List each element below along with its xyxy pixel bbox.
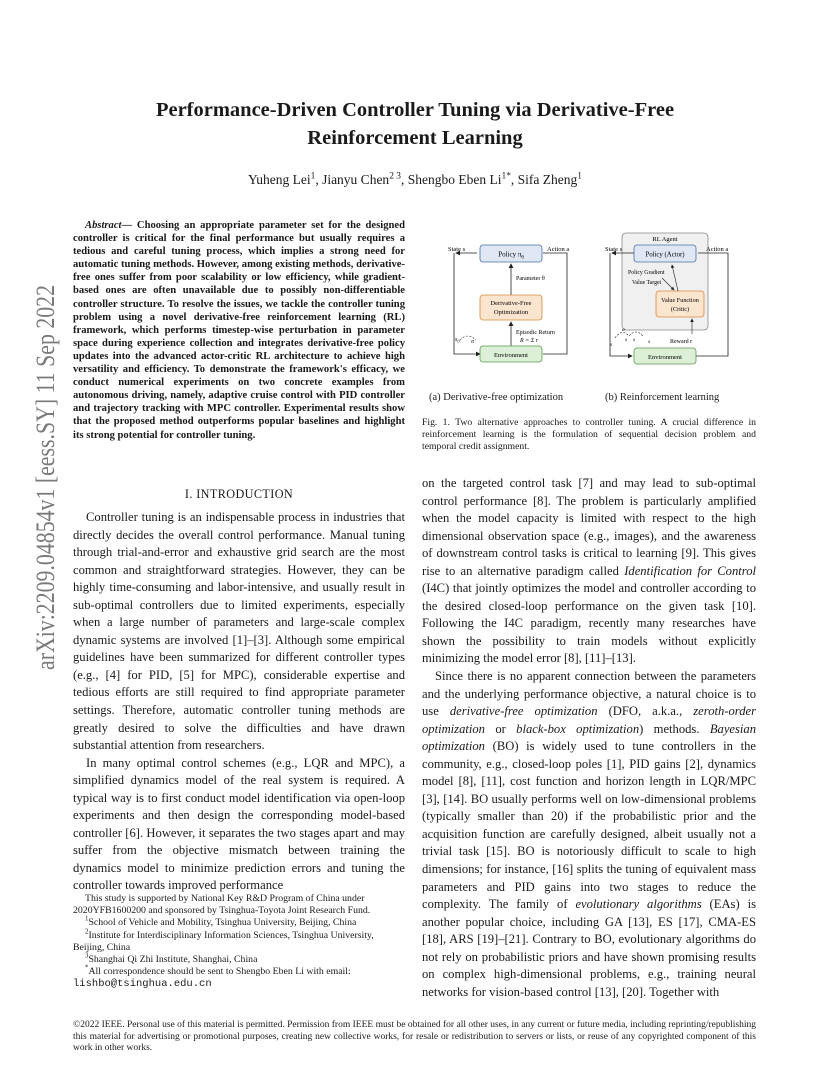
state-label: State s — [448, 246, 466, 253]
author-affiliation: 1 — [310, 171, 316, 182]
episodic-return-label: Episodic Return — [516, 330, 555, 336]
footnote-correspondence: *All correspondence should be sent to Shengbo Eben Li with email: — [85, 964, 351, 978]
parameter-label: Parameter θ — [516, 276, 545, 282]
environment-label-b: Environment — [648, 354, 682, 361]
initial-state-label: $s_0$ — [455, 337, 460, 344]
intro-right-column — [422, 475, 756, 1001]
policy-gradient-label: Policy Gradient — [628, 270, 665, 276]
state-label-b: State s — [605, 246, 623, 253]
body-paragraph: Controller tuning is an indispensable process in industries that directly decides the overall control performance. Manual tuning through trial-and-error and exhaustive grid search are the most common and straightforward strategies. However, they can be highly time-consuming and labor-intensive, and usually result in sub-optimal controllers due to limited experiments, especially when a large number of parameters and large-scale complex dynamic systems are involved [1]–[3]. Although some empirical guidelines have been summarized for different controller types (e.g., [4] for PID, [5] for MPC), considerable expertise and tedious efforts are still required to find appropriate parameter settings. Therefore, automatic controller tuning methods are greatly desired to solve the difficulties and have drawn substantial attention from researchers. — [73, 510, 405, 753]
author-affiliation: 1* — [501, 171, 511, 182]
critic-label-1: Value Function — [661, 297, 699, 304]
footnote-affil-2: $^2$Institute for Interdisciplinary Information Sciences, Tsinghua University, Beijing, China — [73, 928, 374, 953]
episodic-return-eq: R = Σ r — [520, 338, 539, 344]
figure-caption: Fig. 1. Two alternative approaches to controller tuning. A crucial difference in reinforcement learning is the formulation of sequential decision problem and temporal credit assignment. — [422, 417, 756, 452]
action-label: Action a — [547, 246, 570, 253]
s2-label: s — [633, 337, 636, 343]
footnote-support: This study is supported by National Key R&D Program of China under 2020YFB1600200 and sponsored by Tsinghua-Toyota Joint Research Fund. — [73, 893, 371, 917]
critic-box — [656, 291, 704, 317]
dfo-box — [480, 295, 542, 320]
author-affiliation: 1 — [577, 171, 583, 182]
critic-label-2: (Critic) — [670, 306, 690, 313]
author-list: Yuheng Lei$^1$, Jianyu Chen$^{2 3}$, Shengbo Eben $Li^{1*}$, Sifa Zheng$^1$ — [247, 171, 583, 187]
author-name: Shengbo Eben Li — [407, 172, 502, 187]
footnote-email: lishbo@tsinghua.edu.cn — [73, 978, 212, 991]
subcaption-a: (a) Derivative-free optimization — [429, 392, 564, 403]
action-label-b: Action a — [706, 246, 729, 253]
actor-label: Policy (Actor) — [645, 251, 685, 259]
abstract-label: Abstract — [85, 220, 122, 231]
dfo-label-2: Optimization — [493, 309, 529, 316]
pi-label: π — [471, 339, 475, 345]
arxiv-stamp — [22, 211, 62, 678]
footnotes — [73, 893, 405, 991]
author-affiliation: 2 3 — [389, 171, 401, 182]
footnote-affil-1: $^1$School of Vehicle and Mobility, Tsinghua University, Beijing, China — [85, 916, 357, 929]
s0-label: s — [610, 342, 613, 348]
footnote-affil-3: $^3$Shanghai Qi Zhi Institute, Shanghai, China — [85, 952, 258, 966]
body-paragraph: on the targeted control task [7] and may lead to sub-optimal control performance [8]. The problem is particularly amplified when the model capacity is limited with respect to the high dimensional observation space (e.g., images), and the awareness of downstream control tasks is critical to learning [9]. This gives rise to an alternative paradigm called Identification for Control (I4C) that jointly optimizes the model and controller according to the desired closed-loop performance on the given task [10]. Following the I4C paradigm, recently many researches have shown the possibility to train models without explicitly minimizing the model error [8], [11]–[13]. — [422, 476, 756, 666]
section-heading: I. INTRODUCTION — [184, 487, 294, 501]
dfo-label-1: Derivative-Free — [490, 300, 532, 307]
s1-label: s — [625, 337, 628, 343]
a-label: a — [622, 327, 625, 333]
author-name: Jianyu Chen — [322, 172, 390, 187]
arxiv-id: arXiv:2209.04854v1 [eess.SY] 11 Sep 2022 — [31, 211, 60, 670]
paper-title — [100, 96, 730, 152]
subfigure-b — [605, 233, 728, 364]
figure-1 — [422, 228, 756, 396]
abstract — [73, 219, 405, 442]
title-line-1: Performance-Driven Controller Tuning via Derivative-Free — [155, 99, 675, 121]
value-target-label: Value Target — [632, 280, 662, 286]
title-line-2: Reinforcement Learning — [307, 127, 523, 149]
intro-left-column — [73, 509, 405, 895]
copyright-notice: ©2022 IEEE. Personal use of this material is permitted. Permission from IEEE must be obtained for all other uses, in any current or future media, including reprinting/republishing this material for advertising or promotional purposes, creating new collective works, for resale or redistribution to servers or lists, or reuse of any copyrighted component of this work in other works. — [73, 1020, 756, 1054]
rl-agent-label: RL Agent — [652, 236, 678, 243]
abstract-text: — Choosing an appropriate parameter set for the designed controller is critical for the final performance but usually requires a tedious and careful tuning process, which implies a strong need for automatic tuning methods. However, among existing methods, derivative-free ones suffer from poor scalability or low efficiency, while gradient-based ones are often unavailable due to possibly non-differentiable controller structure. To resolve the issues, we tackle the controller tuning problem using a novel derivative-free reinforcement learning (RL) framework, which performs timestep-wise perturbation in parameter space during experience collection and integrates derivative-free policy updates into the advanced actor-critic RL architecture to achieve high versatility and efficiency. To demonstrate the framework's efficacy, we conduct numerical experiments on two concrete examples from autonomous driving, namely, adaptive cruise control with PID controller and trajectory tracking with MPC controller. Experimental results show that the proposed method outperforms popular baselines and highlight its strong potential for controller tuning. — [73, 220, 405, 441]
subcaption-b: (b) Reinforcement learning — [605, 392, 720, 403]
st-label: s — [648, 339, 651, 345]
author-name: Sifa Zheng — [517, 172, 578, 187]
environment-label: Environment — [494, 352, 528, 359]
body-paragraph: In many optimal control schemes (e.g., LQR and MPC), a simplified dynamics model of the real system is required. A typical way is to first conduct model identification via open-loop experiments and then design the corresponding model-based controller [6]. However, it separates the two stages apart and may suffer from the objective mismatch between training the dynamics model to minimize prediction errors and tuning the controller towards improved performance — [73, 755, 405, 893]
body-paragraph: Since there is no apparent connection between the parameters and the underlying performance objective, a natural choice is to use derivative-free optimization (DFO, a.k.a., zeroth-order optimization or black-box optimization) methods. Bayesian optimization (BO) is widely used to tune controllers in the community, e.g., closed-loop poles [1], PID gains [2], dynamics model [8], [11], cost function and horizon length in LQR/MPC [3], [14]. BO usually performs well on low-dimensional problems (typically smaller than 20) if the probabilistic prior and the acquisition function are carefully designed, albeit usually not a trivial task [15]. BO is notoriously difficult to scale to high dimensions; for instance, [16] splits the tuning of equivalent mass parameters and PID gains into two stages to reduce the complexity. The family of evolutionary algorithms (EAs) is another popular choice, including GA [13], ES [17], CMA-ES [18], ARS [19]–[21]. Contrary to BO, evolutionary algorithms do not rely on probabilistic priors and have shown promising results on complex high-dimensional problems, e.g., training neural networks for vision-based control [13], [20]. Together with — [422, 669, 757, 999]
reward-label: Reward r — [670, 339, 693, 345]
subfigure-a — [448, 245, 569, 362]
policy-label: Policy $\pi_\theta$ — [498, 250, 524, 261]
author-name: Yuheng Lei — [247, 172, 311, 187]
